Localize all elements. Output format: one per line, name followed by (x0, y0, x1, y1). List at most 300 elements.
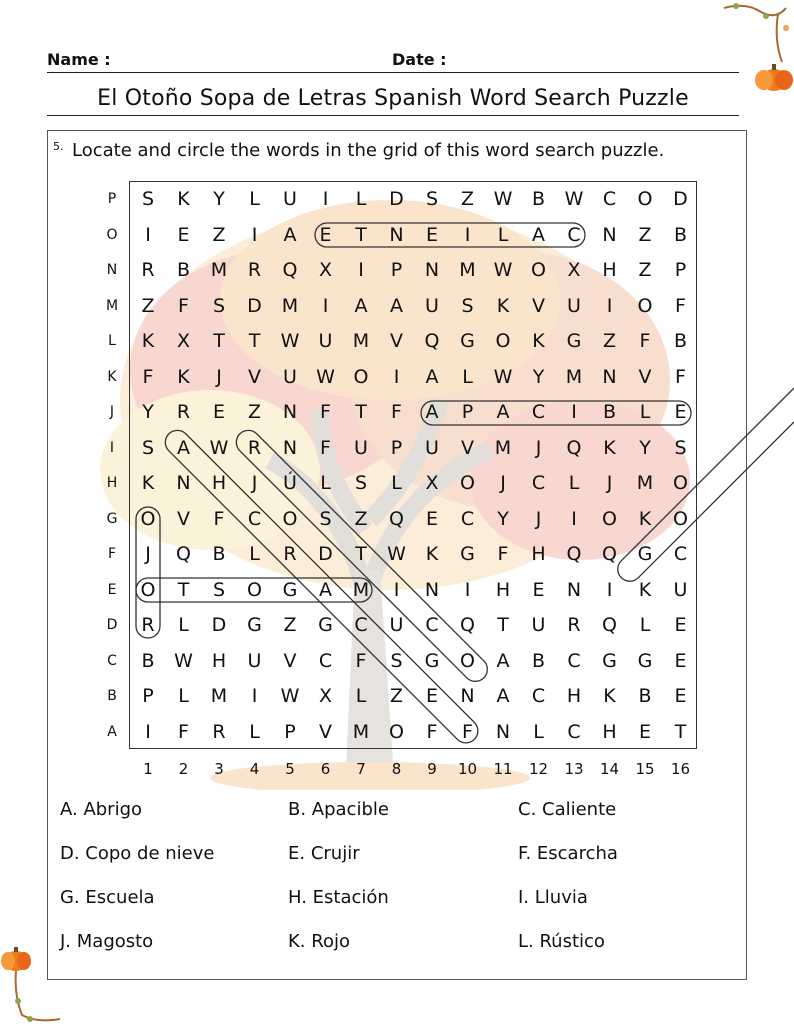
grid-cell[interactable]: T (497, 614, 509, 636)
grid-cell[interactable]: K (638, 507, 652, 530)
grid-cell[interactable]: L (249, 188, 260, 210)
grid-cell[interactable]: A (496, 649, 510, 672)
grid-cell[interactable]: S (319, 507, 332, 530)
grid-cell[interactable]: N (566, 578, 582, 601)
grid-cell[interactable]: I (464, 223, 471, 246)
grid-cell[interactable]: Y (213, 188, 225, 210)
row-label: H (106, 475, 118, 491)
column-label: 3 (214, 760, 224, 778)
word-list-item: H. Estación (288, 887, 389, 908)
grid-cell[interactable]: K (177, 365, 190, 388)
row-label: K (107, 368, 117, 385)
grid-cell[interactable]: S (141, 436, 155, 459)
grid-cell[interactable]: C (567, 720, 581, 743)
grid-cell[interactable]: O (673, 472, 688, 494)
word-list-item: K. Rojo (288, 931, 350, 952)
word-list-item: D. Copo de nieve (60, 843, 215, 864)
grid-cell[interactable]: R (141, 614, 155, 636)
grid-cell[interactable]: W (316, 365, 335, 388)
grid-cell[interactable]: Y (497, 507, 509, 530)
grid-cell[interactable]: O (389, 720, 404, 743)
grid-cell[interactable]: O (460, 472, 475, 494)
grid-cell[interactable]: W (280, 330, 300, 352)
row-label: O (106, 226, 118, 243)
grid-cell[interactable]: E (177, 223, 190, 246)
grid-cell[interactable]: P (390, 436, 403, 459)
grid-cell[interactable]: K (496, 294, 510, 317)
grid-cell[interactable]: H (531, 543, 546, 565)
grid-cell[interactable]: C (318, 649, 333, 672)
grid-cell[interactable]: V (248, 365, 261, 388)
grid-cell[interactable]: S (425, 188, 439, 210)
grid-cell[interactable]: I (571, 507, 577, 530)
grid-cell[interactable]: B (673, 223, 688, 246)
grid-cell[interactable]: J (535, 436, 542, 459)
grid-cell[interactable]: O (140, 507, 156, 530)
grid-cell[interactable]: T (674, 720, 687, 743)
grid-cell[interactable]: L (355, 685, 367, 707)
highlight-rojo (136, 507, 160, 638)
grid-cell[interactable]: X (567, 259, 581, 281)
grid-cell[interactable]: P (142, 685, 154, 707)
grid-cell[interactable]: N (282, 436, 298, 459)
grid-cell[interactable]: U (425, 294, 439, 317)
grid-cell[interactable]: J (500, 472, 506, 494)
grid-cell[interactable]: A (425, 365, 439, 388)
grid-cell[interactable]: L (391, 472, 402, 494)
grid-cell[interactable]: A (496, 401, 510, 423)
word-list-item: J. Magosto (60, 931, 154, 952)
grid-cell[interactable]: L (568, 472, 580, 494)
grid-cell[interactable]: E (425, 223, 438, 246)
instructions: Locate and circle the words in the grid of this word search puzzle. (72, 140, 665, 161)
grid-cell[interactable]: O (637, 188, 653, 210)
grid-cell[interactable]: L (462, 365, 473, 388)
grid-cell[interactable]: E (674, 649, 687, 672)
grid-cell[interactable]: E (674, 614, 687, 636)
grid-cell[interactable]: C (673, 543, 688, 565)
grid-cell[interactable]: A (319, 578, 332, 601)
grid-cell[interactable]: L (249, 543, 260, 565)
grid-cell[interactable]: Q (602, 614, 617, 636)
grid-cell[interactable]: C (531, 685, 546, 707)
grid-cell[interactable]: K (603, 685, 616, 707)
grid-cell[interactable]: B (673, 330, 688, 352)
grid-cell[interactable]: U (673, 578, 688, 601)
grid-cell[interactable]: E (319, 223, 332, 246)
grid-cell[interactable]: V (638, 365, 652, 388)
grid-cell[interactable]: L (249, 720, 260, 743)
grid-cell[interactable]: I (145, 720, 151, 743)
grid-cell[interactable]: J (216, 365, 222, 388)
grid-cell[interactable]: Z (354, 507, 368, 530)
grid-cell[interactable]: F (391, 401, 402, 423)
row-label: G (106, 510, 118, 527)
word-list-item: E. Crujir (288, 843, 360, 864)
grid-cell[interactable]: Q (176, 543, 191, 565)
grid-cell[interactable]: V (177, 507, 190, 530)
grid-cell[interactable]: X (318, 685, 333, 707)
grid-cell[interactable]: U (318, 330, 333, 352)
grid-cell[interactable]: W (493, 188, 513, 210)
grid-cell[interactable]: I (251, 223, 258, 246)
column-label: 14 (599, 760, 620, 778)
grid-cell[interactable]: K (177, 188, 190, 210)
grid-cell[interactable]: F (320, 401, 331, 423)
grid-cell[interactable]: O (282, 507, 298, 530)
grid-cell[interactable]: S (674, 436, 687, 459)
grid-cell[interactable]: U (389, 614, 404, 636)
row-label: P (107, 191, 117, 207)
grid-cell[interactable]: O (140, 578, 156, 601)
grid-cell[interactable]: P (461, 401, 474, 423)
grid-cell[interactable]: O (247, 578, 262, 601)
grid-cell[interactable]: L (639, 401, 651, 423)
grid-cell[interactable]: M (565, 365, 583, 388)
grid-cell[interactable]: R (283, 543, 297, 565)
column-label: 7 (356, 760, 366, 778)
column-label: 9 (427, 760, 437, 778)
grid-cell[interactable]: N (389, 223, 404, 246)
grid-cell[interactable]: L (497, 223, 509, 246)
grid-cell[interactable]: F (675, 365, 686, 388)
row-label: J (109, 404, 115, 420)
grid-cell[interactable]: E (425, 507, 438, 530)
grid-cell[interactable]: I (358, 259, 364, 281)
grid-cell[interactable]: U (283, 188, 297, 210)
grid-cell[interactable]: W (493, 259, 513, 281)
grid-cell[interactable]: O (460, 649, 475, 672)
column-label: 6 (320, 760, 331, 778)
grid-cell[interactable]: M (281, 294, 299, 317)
grid-cell[interactable]: G (602, 649, 617, 672)
grid-cell[interactable]: G (637, 649, 653, 672)
name-label: Name : (47, 50, 111, 69)
grid-cell[interactable]: J (251, 472, 258, 494)
grid-cell[interactable]: B (176, 259, 191, 281)
grid-cell[interactable]: M (636, 472, 654, 494)
grid-cell[interactable]: K (141, 472, 155, 494)
grid-cell[interactable]: I (393, 365, 400, 388)
grid-cell[interactable]: R (567, 614, 581, 636)
grid-cell[interactable]: A (532, 223, 545, 246)
grid-cell[interactable]: A (177, 436, 190, 459)
grid-cell[interactable]: Z (460, 188, 475, 210)
grid-cell[interactable]: C (531, 472, 546, 494)
grid-cell[interactable]: S (354, 472, 368, 494)
word-list-item: C. Caliente (518, 799, 617, 820)
grid-cell[interactable]: Z (247, 401, 262, 423)
word-list-item: F. Escarcha (518, 843, 618, 864)
grid-cell[interactable]: A (283, 223, 297, 246)
grid-cell[interactable]: N (424, 259, 440, 281)
grid-cell[interactable]: I (251, 685, 258, 707)
grid-cell[interactable]: E (425, 685, 438, 707)
grid-cell[interactable]: I (393, 578, 400, 601)
grid-cell[interactable]: H (211, 649, 227, 672)
column-label: 8 (391, 760, 402, 778)
grid-cell[interactable]: C (602, 188, 617, 210)
grid-cell[interactable]: F (213, 507, 225, 530)
grid-cell[interactable]: M (352, 720, 370, 743)
grid-cell[interactable]: C (567, 223, 581, 246)
grid-cell[interactable]: O (673, 507, 688, 530)
grid-cell[interactable]: V (390, 330, 403, 352)
column-label: 10 (457, 760, 478, 778)
grid-cell[interactable]: V (461, 436, 474, 459)
grid-cell[interactable]: G (424, 649, 440, 672)
grid-cell[interactable]: O (353, 365, 369, 388)
grid-cell[interactable]: E (532, 578, 545, 601)
grid-cell[interactable]: L (533, 720, 544, 743)
grid-cell[interactable]: A (496, 685, 510, 707)
grid-cell[interactable]: U (247, 649, 262, 672)
grid-cell[interactable]: Z (283, 614, 297, 636)
grid-cell[interactable]: K (141, 330, 155, 352)
grid-cell[interactable]: D (673, 188, 688, 210)
grid-cell[interactable]: K (532, 330, 545, 352)
grid-cell[interactable]: T (355, 223, 367, 246)
grid-cell[interactable]: R (176, 401, 191, 423)
grid-cell[interactable]: O (637, 294, 653, 317)
grid-cell[interactable]: E (674, 401, 687, 423)
row-label: B (107, 688, 117, 704)
grid-cell[interactable]: U (567, 294, 581, 317)
grid-cell[interactable]: N (495, 720, 511, 743)
grid-cell[interactable]: M (352, 578, 370, 601)
grid-cell[interactable]: E (212, 401, 225, 423)
grid-cell[interactable]: A (354, 294, 368, 317)
grid-cell[interactable]: Z (638, 259, 652, 281)
grid-cell[interactable]: R (247, 259, 262, 281)
grid-cell[interactable]: C (567, 649, 581, 672)
grid-cell[interactable]: S (212, 294, 226, 317)
grid-cell[interactable]: V (283, 649, 297, 672)
grid-cell[interactable]: K (603, 436, 616, 459)
highlight-apacible (421, 401, 691, 425)
grid-cell[interactable]: R (141, 259, 155, 281)
grid-cell[interactable]: K (425, 543, 439, 565)
grid-cell[interactable]: H (566, 685, 582, 707)
grid-cell[interactable]: T (177, 578, 190, 601)
column-label: 11 (493, 760, 513, 778)
grid-cell[interactable]: X (425, 472, 439, 494)
grid-cell[interactable]: Y (142, 401, 154, 423)
grid-cell[interactable]: M (352, 330, 370, 352)
grid-cell[interactable]: D (247, 294, 262, 317)
grid-cell[interactable]: P (390, 259, 403, 281)
grid-cell[interactable]: B (602, 401, 617, 423)
grid-cell[interactable]: E (674, 685, 687, 707)
grid-cell[interactable]: Z (602, 330, 617, 352)
row-label: A (107, 723, 117, 740)
grid-cell[interactable]: X (176, 330, 191, 352)
grid-cell[interactable]: D (389, 188, 404, 210)
grid-cell[interactable]: N (602, 365, 617, 388)
grid-cell[interactable]: S (141, 188, 155, 210)
grid-cell[interactable]: F (426, 720, 438, 743)
grid-cell[interactable]: D (211, 614, 227, 636)
grid-cell[interactable]: I (322, 294, 329, 317)
grid-cell[interactable]: Q (566, 543, 582, 565)
grid-cell[interactable]: G (247, 614, 262, 636)
grid-cell[interactable]: Ú (283, 472, 297, 494)
row-label: E (107, 581, 117, 598)
grid-cell[interactable]: N (282, 401, 298, 423)
word-list-item: G. Escuela (60, 887, 155, 908)
grid-cell[interactable]: F (142, 365, 154, 388)
grid-cell[interactable]: F (675, 294, 686, 317)
grid-cell[interactable]: E (638, 720, 651, 743)
grid-cell[interactable]: W (174, 649, 193, 672)
grid-cell[interactable]: L (320, 472, 331, 494)
grid-cell[interactable]: S (390, 649, 403, 672)
grid-cell[interactable]: F (178, 294, 189, 317)
grid-cell[interactable]: P (674, 259, 687, 281)
grid-cell[interactable]: P (284, 720, 296, 743)
grid-cell[interactable]: I (606, 578, 613, 601)
grid-cell[interactable]: W (387, 543, 406, 565)
row-label: M (105, 297, 119, 314)
grid-cell[interactable]: U (283, 365, 297, 388)
grid-cell[interactable]: U (531, 614, 546, 636)
grid-cell[interactable]: V (319, 720, 332, 743)
grid-cell[interactable]: L (639, 614, 651, 636)
grid-cell[interactable]: F (355, 649, 367, 672)
grid-cell[interactable]: H (602, 259, 617, 281)
grid-cell[interactable]: F (639, 330, 651, 352)
grid-cell[interactable]: L (178, 685, 189, 707)
grid-cell[interactable]: T (213, 330, 225, 352)
grid-cell[interactable]: W (493, 365, 513, 388)
grid-cell[interactable]: F (462, 720, 473, 743)
row-label: L (108, 333, 116, 349)
grid-cell[interactable]: H (211, 472, 227, 494)
grid-cell[interactable]: N (176, 472, 191, 494)
grid-cell[interactable]: Z (638, 223, 652, 246)
grid-cell[interactable]: F (178, 720, 189, 743)
highlight-lluvia (613, 377, 794, 586)
grid-cell[interactable]: T (355, 401, 367, 423)
grid-cell[interactable]: R (212, 720, 226, 743)
grid-cell[interactable]: B (638, 685, 652, 707)
grid-cell[interactable]: N (424, 578, 440, 601)
grid-cell[interactable]: F (320, 436, 331, 459)
grid-cell[interactable]: Y (532, 365, 545, 388)
grid-cell[interactable]: H (602, 720, 617, 743)
grid-cell[interactable]: D (318, 543, 333, 565)
grid-cell[interactable]: M (459, 259, 476, 281)
grid-cell[interactable]: S (461, 294, 474, 317)
grid-cell[interactable]: H (495, 578, 511, 601)
grid-cell[interactable]: I (145, 223, 151, 246)
grid-cell[interactable]: I (322, 188, 329, 210)
grid-cell[interactable]: K (638, 578, 652, 601)
grid-cell[interactable]: I (606, 294, 613, 317)
grid-cell[interactable]: T (248, 330, 261, 352)
grid-cell[interactable]: J (145, 543, 151, 565)
grid-cell[interactable]: G (460, 543, 475, 565)
grid-cell[interactable]: J (535, 507, 542, 530)
grid-cell[interactable]: Q (460, 614, 475, 636)
grid-cell[interactable]: G (566, 330, 582, 352)
grid-cell[interactable]: V (532, 294, 545, 317)
grid-cell[interactable]: B (141, 649, 155, 672)
grid-cell[interactable]: W (280, 685, 300, 707)
grid-cell[interactable]: A (425, 401, 439, 423)
grid-cell[interactable]: Q (424, 330, 440, 352)
grid-cell[interactable]: U (425, 436, 439, 459)
grid-cell[interactable]: C (425, 614, 439, 636)
column-label: 15 (635, 760, 655, 778)
grid-cell[interactable]: C (354, 614, 368, 636)
grid-cell[interactable]: Z (141, 294, 155, 317)
grid-cell[interactable]: W (209, 436, 229, 459)
grid-cell[interactable]: I (464, 578, 471, 601)
column-label: 1 (143, 760, 153, 778)
grid-cell[interactable]: M (210, 259, 228, 281)
grid-cell[interactable]: C (247, 507, 262, 530)
grid-cell[interactable]: M (494, 436, 512, 459)
column-label: 13 (564, 760, 584, 778)
grid-cell[interactable]: J (606, 472, 613, 494)
column-label: 2 (178, 760, 189, 778)
grid-cell[interactable]: A (390, 294, 403, 317)
grid-cell[interactable]: M (210, 685, 228, 707)
grid-cell[interactable]: O (602, 507, 617, 530)
grid-cell[interactable]: X (318, 259, 333, 281)
grid-cell[interactable]: S (212, 578, 226, 601)
grid-cell[interactable]: G (318, 614, 333, 636)
grid-cell[interactable]: G (460, 330, 475, 352)
grid-cell[interactable]: U (354, 436, 368, 459)
column-label: 16 (670, 760, 691, 778)
grid-cell[interactable]: W (564, 188, 584, 210)
grid-cell[interactable]: Z (389, 685, 404, 707)
question-number: 5. (53, 140, 64, 153)
grid-cell[interactable]: T (355, 543, 367, 565)
grid-cell[interactable]: R (247, 436, 262, 459)
grid-cell[interactable]: Q (602, 543, 617, 565)
grid-cell[interactable]: G (637, 543, 653, 565)
grid-cell[interactable]: N (460, 685, 475, 707)
grid-cell[interactable]: I (571, 401, 577, 423)
grid-cell[interactable]: Q (282, 259, 298, 281)
grid-cell[interactable]: B (212, 543, 226, 565)
word-list-item: L. Rústico (518, 931, 605, 952)
grid-cell[interactable]: C (460, 507, 475, 530)
grid-cell[interactable]: B (531, 188, 546, 210)
grid-cell[interactable]: L (178, 614, 189, 636)
word-list-item: B. Apacible (288, 799, 389, 820)
grid-cell[interactable]: L (355, 188, 367, 210)
grid-cell[interactable]: N (602, 223, 617, 246)
highlight-escuela (160, 425, 482, 747)
grid-cell[interactable]: Q (566, 436, 582, 459)
grid-cell[interactable]: Y (639, 436, 651, 459)
grid-cell[interactable]: G (282, 578, 298, 601)
grid-cell[interactable]: C (531, 401, 546, 423)
grid-cell[interactable]: F (497, 543, 509, 565)
grid-cell[interactable]: O (531, 259, 546, 281)
grid-cell[interactable]: Z (212, 223, 226, 246)
grid-cell[interactable]: Q (389, 507, 404, 530)
grid-cell[interactable]: O (495, 330, 511, 352)
highlight-caliente (315, 223, 585, 247)
row-label: I (109, 439, 115, 456)
date-label: Date : (392, 50, 447, 69)
grid-cell[interactable]: B (531, 649, 546, 672)
